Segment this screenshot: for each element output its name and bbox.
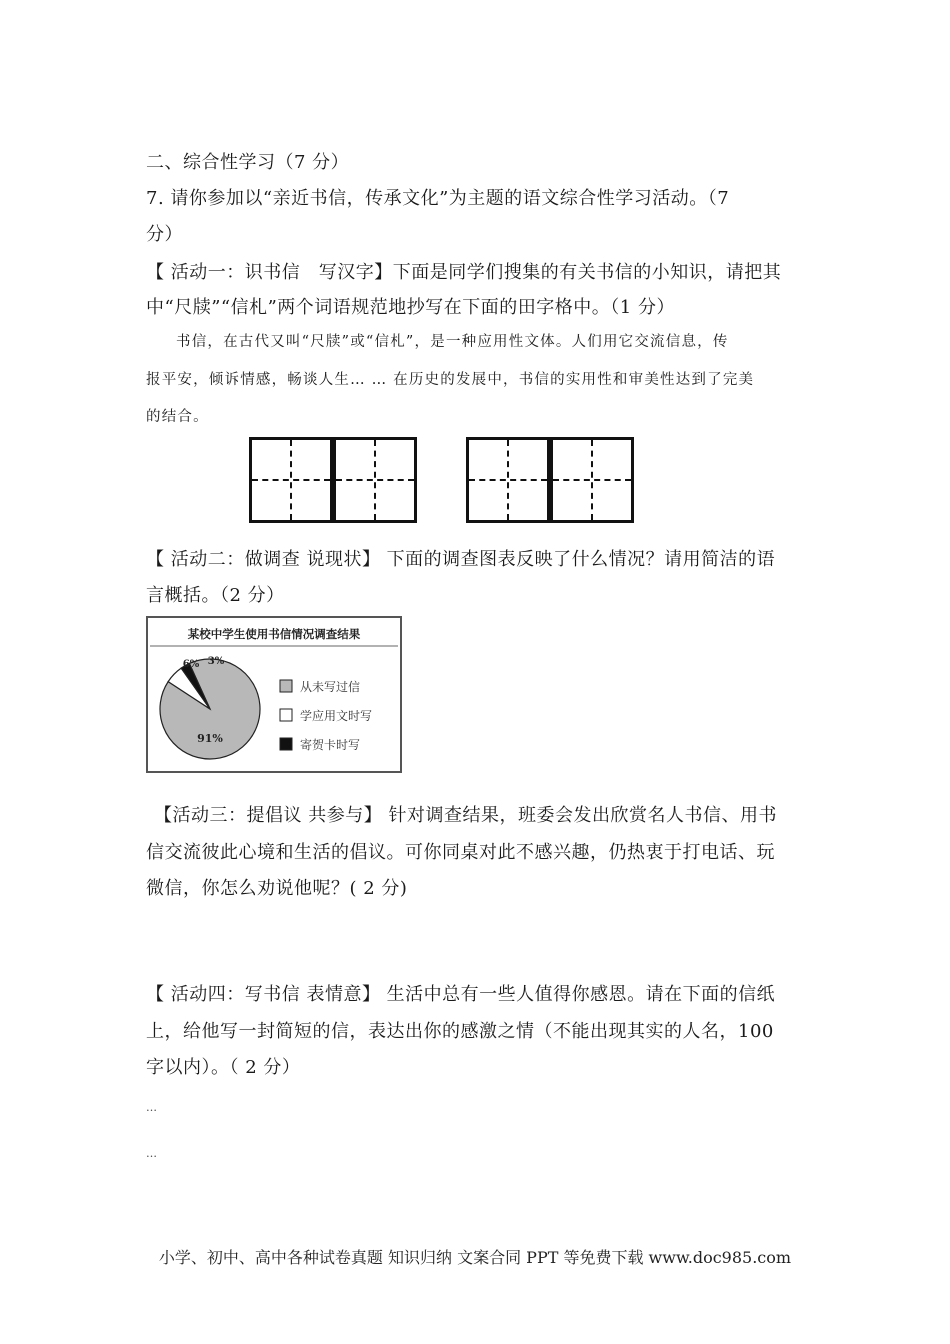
pie-label-1: 6%	[182, 659, 200, 670]
legend-label-1: 学应用文时写	[300, 709, 373, 723]
legend-swatch-2	[280, 738, 292, 750]
activity2-line-1: 【 活动二：做调查 说现状】 下面的调查图表反映了什么情况？请用简洁的语	[146, 549, 776, 570]
pie-label-0: 91%	[197, 732, 223, 745]
activity3-line-1: 【活动三：提倡议 共参与】 针对调查结果，班委会发出欣赏名人书信、用书	[154, 805, 777, 826]
passage-line-2: 报平安，倾诉情感，畅谈人生… … 在历史的发展中，书信的实用性和审美性达到了完美	[146, 372, 755, 388]
tianzige-box-1[interactable]	[249, 437, 333, 523]
survey-chart	[146, 616, 402, 773]
footer-text: 小学、初中、高中各种试卷真题 知识归纳 文案合同 PPT 等免费下载 www.doc985.com	[158, 1248, 792, 1267]
activity4-line-1: 【 活动四：写书信 表情意】 生活中总有一些人值得你感恩。请在下面的信纸	[146, 984, 776, 1005]
activity1-line-2: 中“尺牍”“信札”两个词语规范地抄写在下面的田字格中。（1 分）	[146, 297, 675, 318]
pie-label-2: 3%	[207, 656, 225, 667]
activity4-line-3: 字以内）。（ 2 分）	[146, 1057, 301, 1078]
tianzige-box-2[interactable]	[333, 437, 417, 523]
activity2-line-2: 言概括。（2 分）	[146, 585, 285, 606]
activity1-line-1: 【 活动一：识书信 写汉字】下面是同学们搜集的有关书信的小知识，请把其	[146, 262, 782, 283]
section-title: 二、综合性学习（7 分）	[146, 152, 350, 173]
tianzige-box-4[interactable]	[550, 437, 634, 523]
question-line-1: 7. 请你参加以“亲近书信，传承文化”为主题的语文综合性学习活动。（7	[146, 188, 730, 209]
activity3-line-3: 微信，你怎么劝说他呢？( 2 分)	[146, 878, 408, 899]
legend-label-2: 寄贺卡时写	[300, 738, 361, 752]
legend-label-0: 从未写过信	[300, 680, 361, 694]
chart-title: 某校中学生使用书信情况调查结果	[187, 627, 361, 641]
answer-mark-2: …	[146, 1147, 157, 1160]
tianzige-box-3[interactable]	[466, 437, 550, 523]
passage-line-1: 书信，在古代又叫“尺牍”或“信札”，是一种应用性文体。人们用它交流信息，传	[176, 334, 729, 350]
legend-swatch-1	[280, 709, 292, 721]
chart-legend	[280, 679, 372, 752]
passage-line-3: 的结合。	[146, 409, 209, 425]
activity3-line-2: 信交流彼此心境和生活的倡议。可你同桌对此不感兴趣，仍热衷于打电话、玩	[146, 842, 775, 863]
answer-mark-1: …	[146, 1101, 157, 1114]
pie-group	[160, 656, 260, 759]
legend-swatch-0	[280, 680, 292, 692]
activity4-line-2: 上，给他写一封简短的信，表达出你的感激之情（不能出现其实的人名，100	[146, 1021, 774, 1042]
question-line-2: 分）	[146, 224, 183, 245]
pie-chart-svg	[148, 618, 400, 771]
